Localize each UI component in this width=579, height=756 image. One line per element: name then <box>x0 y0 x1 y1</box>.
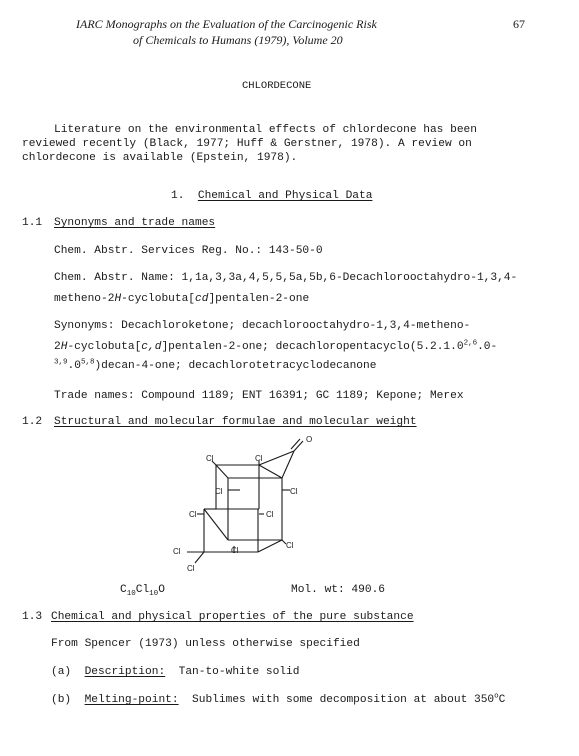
trade-names: Trade names: Compound 1189; ENT 16391; GC 1189; Kepone; Merex <box>54 390 464 402</box>
intro-line-1: Literature on the environmental effects of chlordecone has been <box>54 124 477 136</box>
property-description: (a) Description: Tan-to-white solid <box>51 666 300 678</box>
intro-line-2: reviewed recently (Black, 1977; Huff & Gerstner, 1978). A review on <box>22 138 472 150</box>
chem-name-line-2: metheno-2H-cyclobuta[cd]pentalen-2-one <box>54 293 310 305</box>
intro-line-3: chlordecone is available (Epstein, 1978). <box>22 152 298 164</box>
subsection-1-1-number: 1.1 <box>22 217 43 229</box>
atom-cl-7: Cl <box>231 546 239 555</box>
section-1-title: Chemical and Physical Data <box>197 190 373 202</box>
atom-cl-3: Cl <box>215 487 223 496</box>
synonyms-line-2: 2H-cyclobuta[c,d]pentalen-2-one; decachloropentacyclo(5.2.1.0$^{2,6}$.0- <box>54 339 498 353</box>
atom-cl-4: Cl <box>290 487 298 496</box>
molecular-weight: Mol. wt: 490.6 <box>291 584 385 596</box>
running-header-line1: IARC Monographs on the Evaluation of the Carcinogenic Risk <box>76 17 377 31</box>
atom-cl-2: Cl <box>255 454 263 463</box>
subsection-1-2-number: 1.2 <box>22 416 43 428</box>
chem-name-line-1: Chem. Abstr. Name: 1,1a,3,3a,4,5,5,5a,5b,6-Decachlorooctahydro-1,3,4- <box>54 272 518 284</box>
atom-cl-5: Cl <box>189 510 197 519</box>
subsection-1-2-title: Structural and molecular formulae and molecular weight <box>54 416 417 428</box>
synonyms-line-3: $^{3,9}$.0$^{5,8}$)decan-4-one; decachlorotetracyclodecanone <box>54 358 377 372</box>
property-melting-point: (b) Melting-point: Sublimes with some decomposition at about 350$^o$C <box>51 692 506 706</box>
atom-oxygen: O <box>306 435 313 444</box>
subsection-1-1-title: Synonyms and trade names <box>54 217 216 229</box>
running-header-line2: of Chemicals to Humans (1979), Volume 20 <box>133 33 343 47</box>
atom-cl-10: Cl <box>187 564 195 573</box>
page-number: 67 <box>513 17 525 31</box>
source-note: From Spencer (1973) unless otherwise specified <box>51 638 360 650</box>
atom-cl-6: Cl <box>266 510 274 519</box>
page-title: CHLORDECONE <box>242 80 312 92</box>
subsection-1-3-title: Chemical and physical properties of the pure substance <box>51 611 414 623</box>
subsection-1-3-number: 1.3 <box>22 611 43 623</box>
atom-cl-1: Cl <box>206 454 214 463</box>
cas-reg-no: Chem. Abstr. Services Reg. No.: 143-50-0 <box>54 245 323 257</box>
section-1-number: 1. <box>171 190 185 202</box>
atom-cl-9: Cl <box>173 547 181 556</box>
synonyms-line-1: Synonyms: Decachloroketone; decachlorooctahydro-1,3,4-metheno- <box>54 320 471 332</box>
atom-cl-8: Cl <box>286 541 294 550</box>
molecular-formula: $C_{10}Cl_{10}O$ <box>120 584 165 599</box>
